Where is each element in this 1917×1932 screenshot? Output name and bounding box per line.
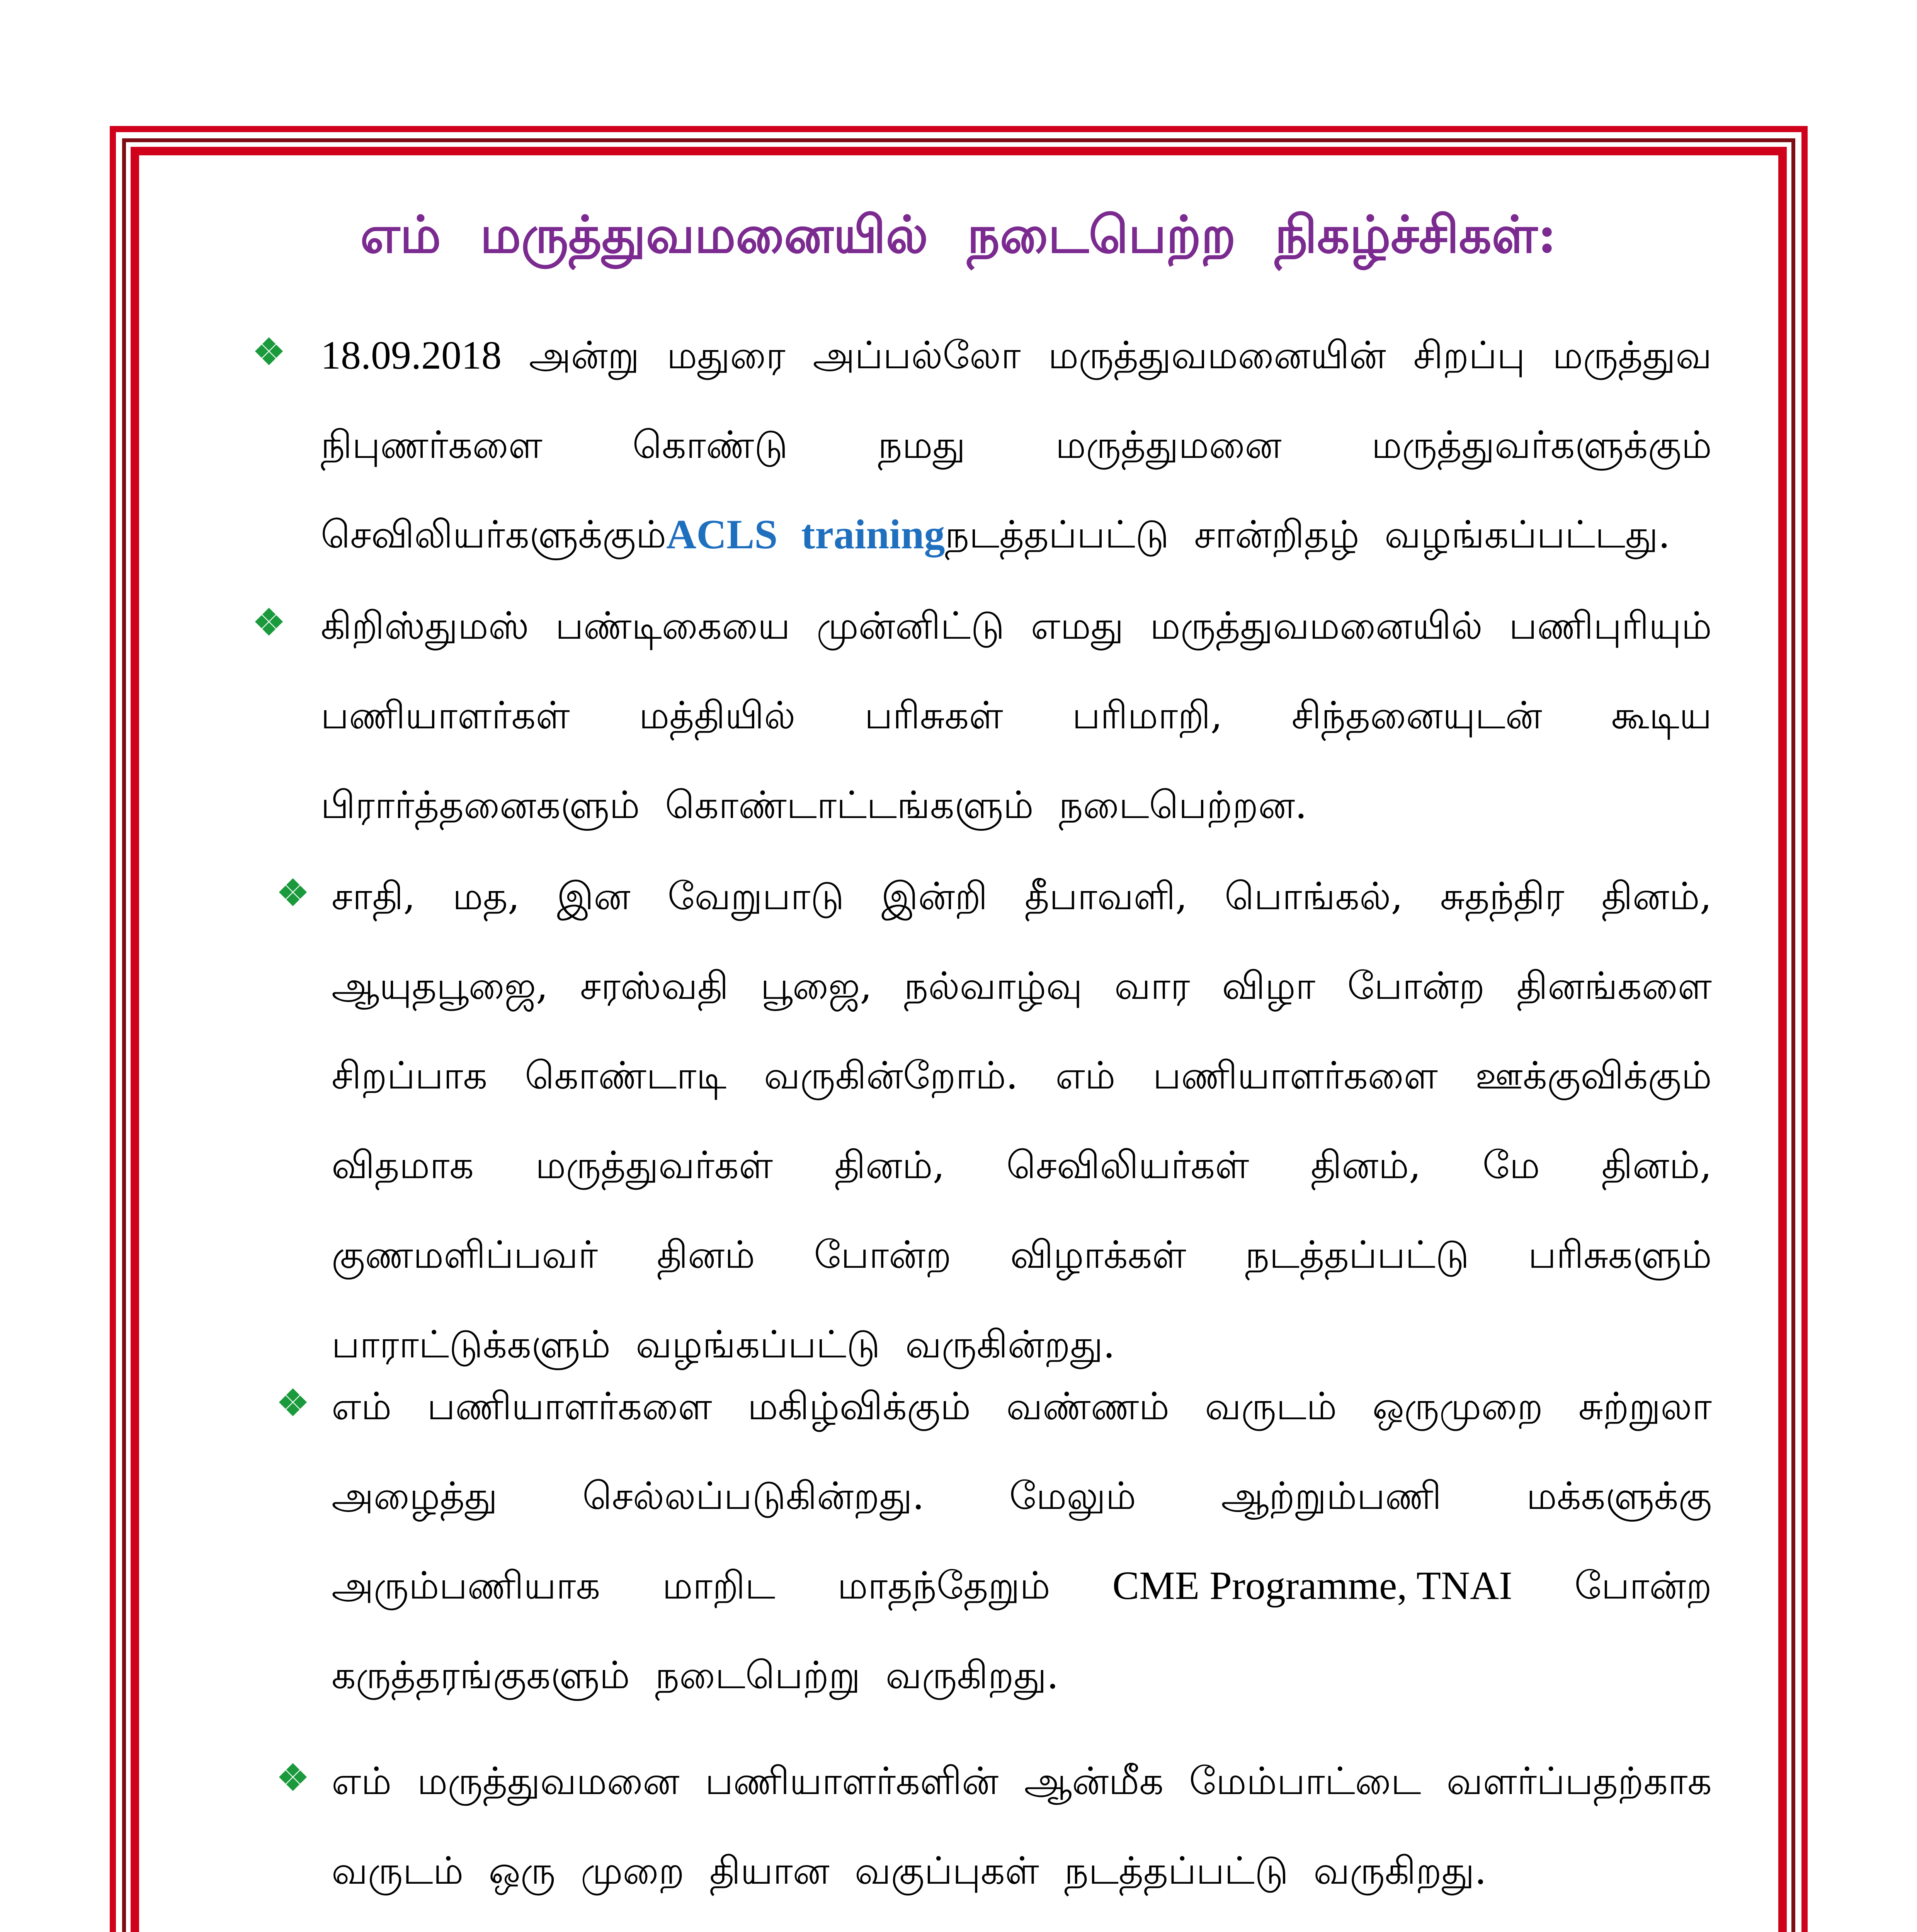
word: விழா — [1222, 964, 1315, 1008]
word: குணமளிப்பவர் — [332, 1233, 598, 1277]
word: நடத்தப்பட்டு — [1245, 1233, 1470, 1277]
word: வார — [1114, 964, 1190, 1008]
word: பாராட்டுக்களும் வழங்கப்பட்டு வருகின்றது. — [332, 1323, 1115, 1367]
word: வேறுபாடு — [667, 874, 844, 918]
text-line — [332, 1224, 1712, 1286]
word: அரும்பணியாக — [332, 1564, 600, 1608]
word: மத்தியில் — [639, 694, 796, 738]
text-line — [321, 685, 1712, 747]
word: கொண்டு — [632, 423, 788, 467]
page-title: எம் மருத்துவமனையில் நடைபெற்ற நிகழ்ச்சிகள்: — [360, 205, 1556, 265]
word: போன்ற — [1574, 1564, 1712, 1608]
word: மகிழ்விக்கும் — [747, 1384, 971, 1429]
word: மாறிட — [662, 1564, 776, 1608]
text-line — [332, 1645, 1059, 1706]
word: தீபாவளி, — [1024, 874, 1187, 918]
word: தினம், — [1601, 874, 1712, 918]
word: கொண்டாடி — [525, 1054, 727, 1098]
word: நமது — [878, 423, 966, 467]
word: செவிலியர்கள் — [1006, 1143, 1249, 1187]
text-line — [321, 414, 1712, 476]
word: போன்ற — [1347, 964, 1485, 1008]
text-line — [332, 1134, 1712, 1196]
word: அன்று — [529, 333, 640, 378]
word: தினம், — [1310, 1143, 1421, 1187]
word: ஊக்குவிக்கும் — [1475, 1054, 1712, 1098]
text-line — [332, 1376, 1712, 1437]
word: தினம், — [834, 1143, 945, 1187]
text-line — [321, 504, 1670, 566]
text-line — [332, 955, 1712, 1017]
word: அப்பல்லோ — [813, 333, 1021, 378]
word: மருத்துமனை — [1055, 423, 1282, 467]
text-line — [321, 325, 1712, 386]
word: மதுரை — [667, 333, 786, 378]
word: செவிலியர்களுக்கும் — [321, 513, 667, 557]
word: பணியாளர்களை — [1153, 1054, 1438, 1098]
four-diamond-bullet-icon — [277, 876, 309, 908]
word: சாதி, — [332, 874, 415, 918]
word: நிபுணர்களை — [321, 423, 543, 467]
word: பொங்கல், — [1225, 874, 1403, 918]
word: வண்ணம் — [1006, 1384, 1170, 1429]
text-line — [321, 595, 1712, 657]
word: போன்ற — [814, 1233, 951, 1277]
word: மேலும் — [1009, 1474, 1136, 1518]
word: முன்னிட்டு — [816, 604, 1005, 648]
word: விதமாக — [332, 1143, 474, 1187]
word: மருத்துவமனையின் — [1048, 333, 1386, 378]
word: தினம் — [657, 1233, 755, 1277]
text-line — [332, 1750, 1712, 1812]
word: பிரார்த்தனைகளும் கொண்டாட்டங்களும் நடைபெற்றன. — [321, 783, 1307, 827]
word: மாதந்தேறும் — [837, 1564, 1050, 1608]
text-line — [332, 1465, 1712, 1527]
word: நடத்தப்பட்டு சான்றிதழ் வழங்கப்பட்டது. — [945, 513, 1670, 557]
four-diamond-bullet-icon — [253, 335, 285, 367]
word: தினம், — [1601, 1143, 1712, 1187]
word: கிறிஸ்துமஸ் — [321, 604, 529, 648]
word: ஆயுதபூஜை, — [332, 964, 548, 1008]
word: பரிசுகள் — [864, 694, 1003, 738]
latin-text: 18.09.2018 — [321, 333, 502, 378]
word: மருத்துவமனை — [417, 1759, 680, 1803]
word: விழாக்கள் — [1010, 1233, 1186, 1277]
word: செல்லப்படுகின்றது. — [582, 1474, 924, 1518]
word: எம் — [1055, 1054, 1116, 1098]
text-line — [332, 1314, 1115, 1376]
word: வருகின்றோம். — [764, 1054, 1018, 1098]
word: கருத்தரங்குகளும் நடைபெற்று வருகிறது. — [332, 1653, 1059, 1697]
word: பரிசுகளும் — [1528, 1233, 1712, 1277]
word: பரிமாறி, — [1072, 694, 1223, 738]
text-line — [332, 866, 1712, 927]
latin-text: CME Programme, TNAI — [1112, 1563, 1512, 1608]
word: பணியாளர்களை — [427, 1384, 712, 1429]
word: மே — [1482, 1143, 1540, 1187]
word: வளர்ப்பதற்காக — [1446, 1759, 1712, 1803]
word: மருத்துவ — [1552, 333, 1712, 378]
text-line — [332, 1045, 1712, 1107]
four-diamond-bullet-icon — [277, 1761, 309, 1793]
word: மத, — [452, 874, 520, 918]
word: சிந்தனையுடன் — [1291, 694, 1542, 738]
word: சுதந்திர — [1440, 874, 1565, 918]
word: சுற்றுலா — [1578, 1384, 1712, 1429]
highlighted-text: ACLS training — [666, 512, 945, 558]
four-diamond-bullet-icon — [277, 1386, 309, 1418]
four-diamond-bullet-icon — [253, 606, 285, 638]
word: கூடிய — [1611, 694, 1712, 738]
word: இன — [557, 874, 631, 918]
word: சரஸ்வதி — [580, 964, 729, 1008]
word: பூஜை, — [760, 964, 872, 1008]
word: சிறப்பு — [1413, 333, 1525, 378]
word: மருத்துவர்களுக்கும் — [1371, 423, 1712, 467]
word: எம் — [332, 1384, 392, 1429]
word: மேம்பாட்டை — [1189, 1759, 1421, 1803]
word: எம் — [332, 1759, 392, 1803]
text-line — [321, 774, 1307, 836]
word: அழைத்து — [332, 1474, 498, 1518]
word: ஒருமுறை — [1372, 1384, 1543, 1429]
word: மருத்துவர்கள் — [535, 1143, 773, 1187]
word: எமது — [1031, 604, 1124, 648]
word: வருடம் — [1205, 1384, 1337, 1429]
word: மக்களுக்கு — [1526, 1474, 1712, 1518]
word: மருத்துவமனையில் — [1150, 604, 1483, 648]
word: ஆன்மீக — [1024, 1759, 1164, 1803]
word: வருடம் ஒரு முறை தியான வகுப்புகள் நடத்தப்பட்டு வருகிறது. — [332, 1849, 1487, 1893]
word: பணியாளர்களின் — [705, 1759, 999, 1803]
word: இன்றி — [881, 874, 988, 918]
text-line — [332, 1555, 1712, 1617]
word: ஆற்றும்பணி — [1221, 1474, 1442, 1518]
word: பண்டிகையை — [555, 604, 790, 648]
word: பணியாளர்கள் — [321, 694, 570, 738]
word: நல்வாழ்வு — [904, 964, 1083, 1008]
text-line — [332, 1840, 1487, 1902]
word: பணிபுரியும் — [1509, 604, 1712, 648]
word: தினங்களை — [1516, 964, 1712, 1008]
word: சிறப்பாக — [332, 1054, 488, 1098]
